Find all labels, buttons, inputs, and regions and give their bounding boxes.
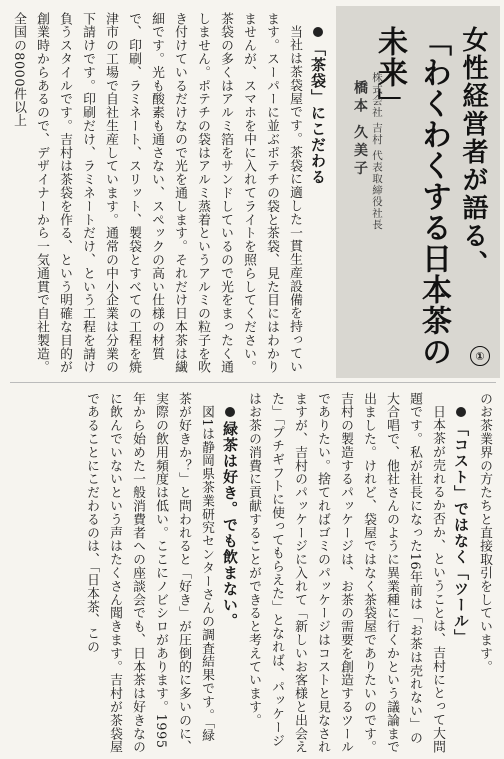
section-body-green-tea: 図1は静岡県茶業研究センターさんの調査結果です。「緑茶が好きか？」と問われると「好き」が圧倒的に多いのに、実際の飲用頻度は低い。ここにノビシロがあります。1995年から始めた一般消費者への座談会でも、日本茶は好きなのに飲んでいないという声はたくさん聞きます。吉村が茶袋屋であることにこだわるのは、「日本茶、この [84, 392, 214, 754]
bullet-dot-icon [225, 407, 235, 417]
section-heading-green-tea: 緑茶は好き。でも飲まない。 [218, 392, 242, 754]
author-byline [350, 72, 385, 230]
author-company: 株式会社 吉村 代表取締役社長 [371, 72, 383, 231]
issue-number-badge: ① [470, 346, 490, 366]
bullet-dot-icon [313, 27, 323, 37]
bullet-dot-icon [456, 407, 466, 417]
lower-text-block [8, 392, 496, 754]
section-divider [10, 382, 496, 383]
section-heading-cost: 「コスト」ではなく「ツール」 [449, 392, 473, 754]
section-body-cost: 日本茶が売れるか否か、ということは、吉村にとって大問題です。私が社長になった16年前は「お茶は売れない」の大合唱で、他社さんのように異業種に行くかという議論まで出ました。けれど、袋屋ではなく茶袋屋でありたいのです。吉村の製造するパッケージは、お茶の需要を創造するツールでありたい。捨てればゴミのパッケージはコストと見なされますが、吉村のパッケージに入れて「新しいお客様と出会えた」「プチギフトに使ってもらえた」となれば、パッケージはお茶の消費に貢献することができると考えています。 [246, 392, 445, 754]
upper-text-block [8, 12, 330, 374]
continued-text: のお茶業界の方たちと直接取引をしています。 [477, 392, 492, 674]
section-heading-chabukuro: 「茶袋」にこだわる [306, 12, 330, 374]
section-body-chabukuro: 当社は茶袋屋です。茶袋に適した一貫生産設備を持っています。スーパーに並ぶポテチの袋と茶袋、見た目にはわかりませんが、スマホを中に入れてライトを照らしてください。茶袋の多くはアルミ箔をサンドしているので光をまったく通しません。ポテチの袋はアルミ蒸着というアルミの粒子を吹き付けているだけなので光を通します。それだけ日本茶は繊細です。光も酸素も通さない、スペックの高い仕様の材質で、印刷、ラミネート、スリット、製袋とすべての工程を焼津市の工場で自社生産しています。通常の中小企業は分業の下請けです。印刷だけ、ラミネートだけ、という工程を請け負うスタイルです。吉村は茶袋を作る、という明確な目的が創業時からあるので、デザイナーから一気通貫で自社製造。全国の8000件以上 [11, 12, 302, 374]
author-name: 橋本 久美子 [352, 80, 368, 179]
article-title [367, 26, 492, 378]
article-header [336, 6, 500, 378]
title-line-1: 女性経営者が語る、 [458, 26, 488, 278]
title-line-2: 「わくわくする日本茶の未来」 [372, 26, 451, 367]
